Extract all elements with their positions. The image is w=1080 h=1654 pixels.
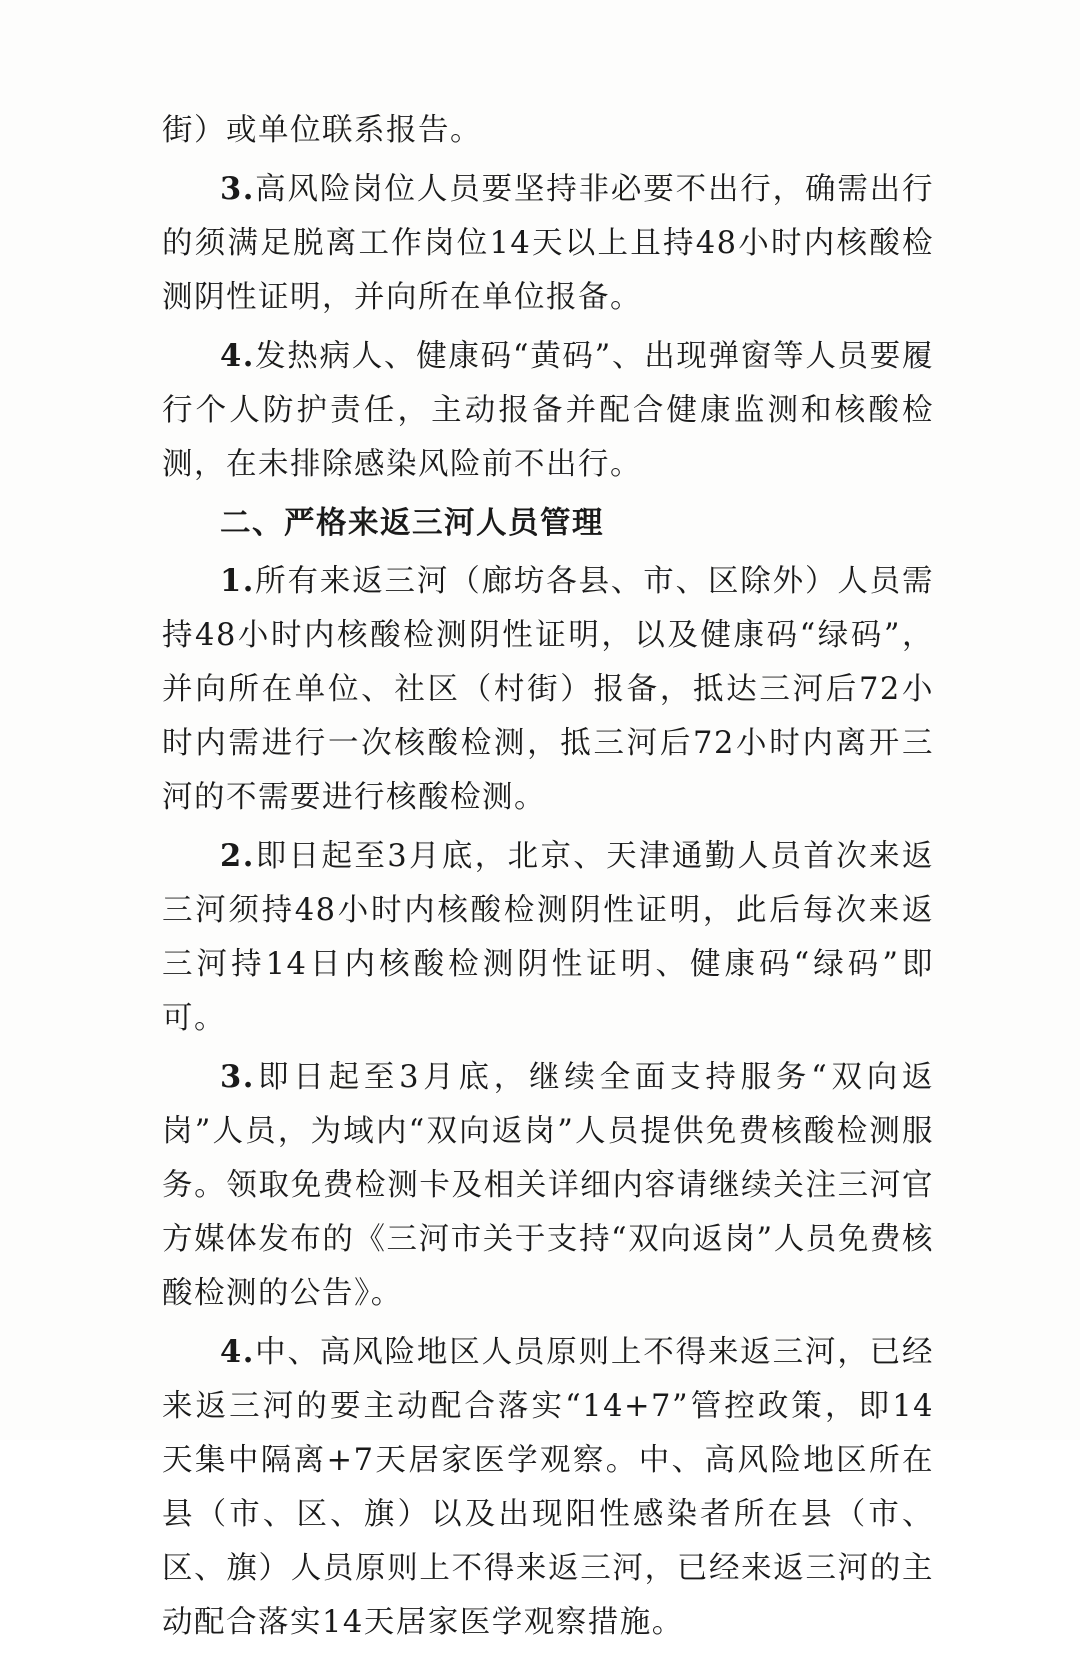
paragraph-item-4-risk-areas [162,1325,934,1650]
paragraph-item-3-return-to-work [162,1050,934,1321]
item-number: 4. [220,338,255,374]
item-number: 1. [220,563,255,599]
paragraph-text: 中、高风险地区人员原则上不得来返三河，已经来返三河的要主动配合落实“14+7”管控政策，即14天集中隔离+7天居家医学观察。中、高风险地区所在县（市、区、旗）以及出现阳性感染者所在县（市、区、旗）人员原则上不得来返三河，已经来返三河的主动配合落实14天居家医学观察措施。 [162,1335,934,1640]
item-number: 3. [220,1059,255,1095]
paragraph-text: 所有来返三河（廊坊各县、市、区除外）人员需持48小时内核酸检测阴性证明，以及健康码“绿码”，并向所在单位、社区（村街）报备，抵达三河后72小时内需进行一次核酸检测，抵三河后72小时内离开三河的不需要进行核酸检测。 [162,564,934,815]
item-number: 4. [220,1334,255,1370]
paragraph-item-1-arrivals [162,554,934,825]
paragraph-text: 街）或单位联系报告。 [162,113,482,148]
paragraph-continuation [162,104,934,158]
item-number: 2. [220,838,255,874]
paragraph-item-3-high-risk-posts [162,162,934,325]
paragraph-text: 发热病人、健康码“黄码”、出现弹窗等人员要履行个人防护责任，主动报备并配合健康监测和核酸检测，在未排除感染风险前不出行。 [162,339,934,482]
paragraph-item-4-fever-yellow-code [162,329,934,492]
section-heading: 二、严格来返三河人员管理 [220,505,604,541]
paragraph-text: 即日起至3月底，继续全面支持服务“双向返岗”人员，为域内“双向返岗”人员提供免费核酸检测服务。领取免费检测卡及相关详细内容请继续关注三河官方媒体发布的《三河市关于支持“双向返岗”人员免费核酸检测的公告》。 [162,1060,934,1311]
item-number: 3. [220,171,255,207]
paragraph-text: 高风险岗位人员要坚持非必要不出行，确需出行的须满足脱离工作岗位14天以上且持48小时内核酸检测阴性证明，并向所在单位报备。 [162,172,934,315]
paragraph-item-2-commuters [162,829,934,1046]
document-body [162,104,934,1654]
paragraph-text: 即日起至3月底，北京、天津通勤人员首次来返三河须持48小时内核酸检测阴性证明，此后每次来返三河持14日内核酸检测阴性证明、健康码“绿码”即可。 [162,839,934,1036]
